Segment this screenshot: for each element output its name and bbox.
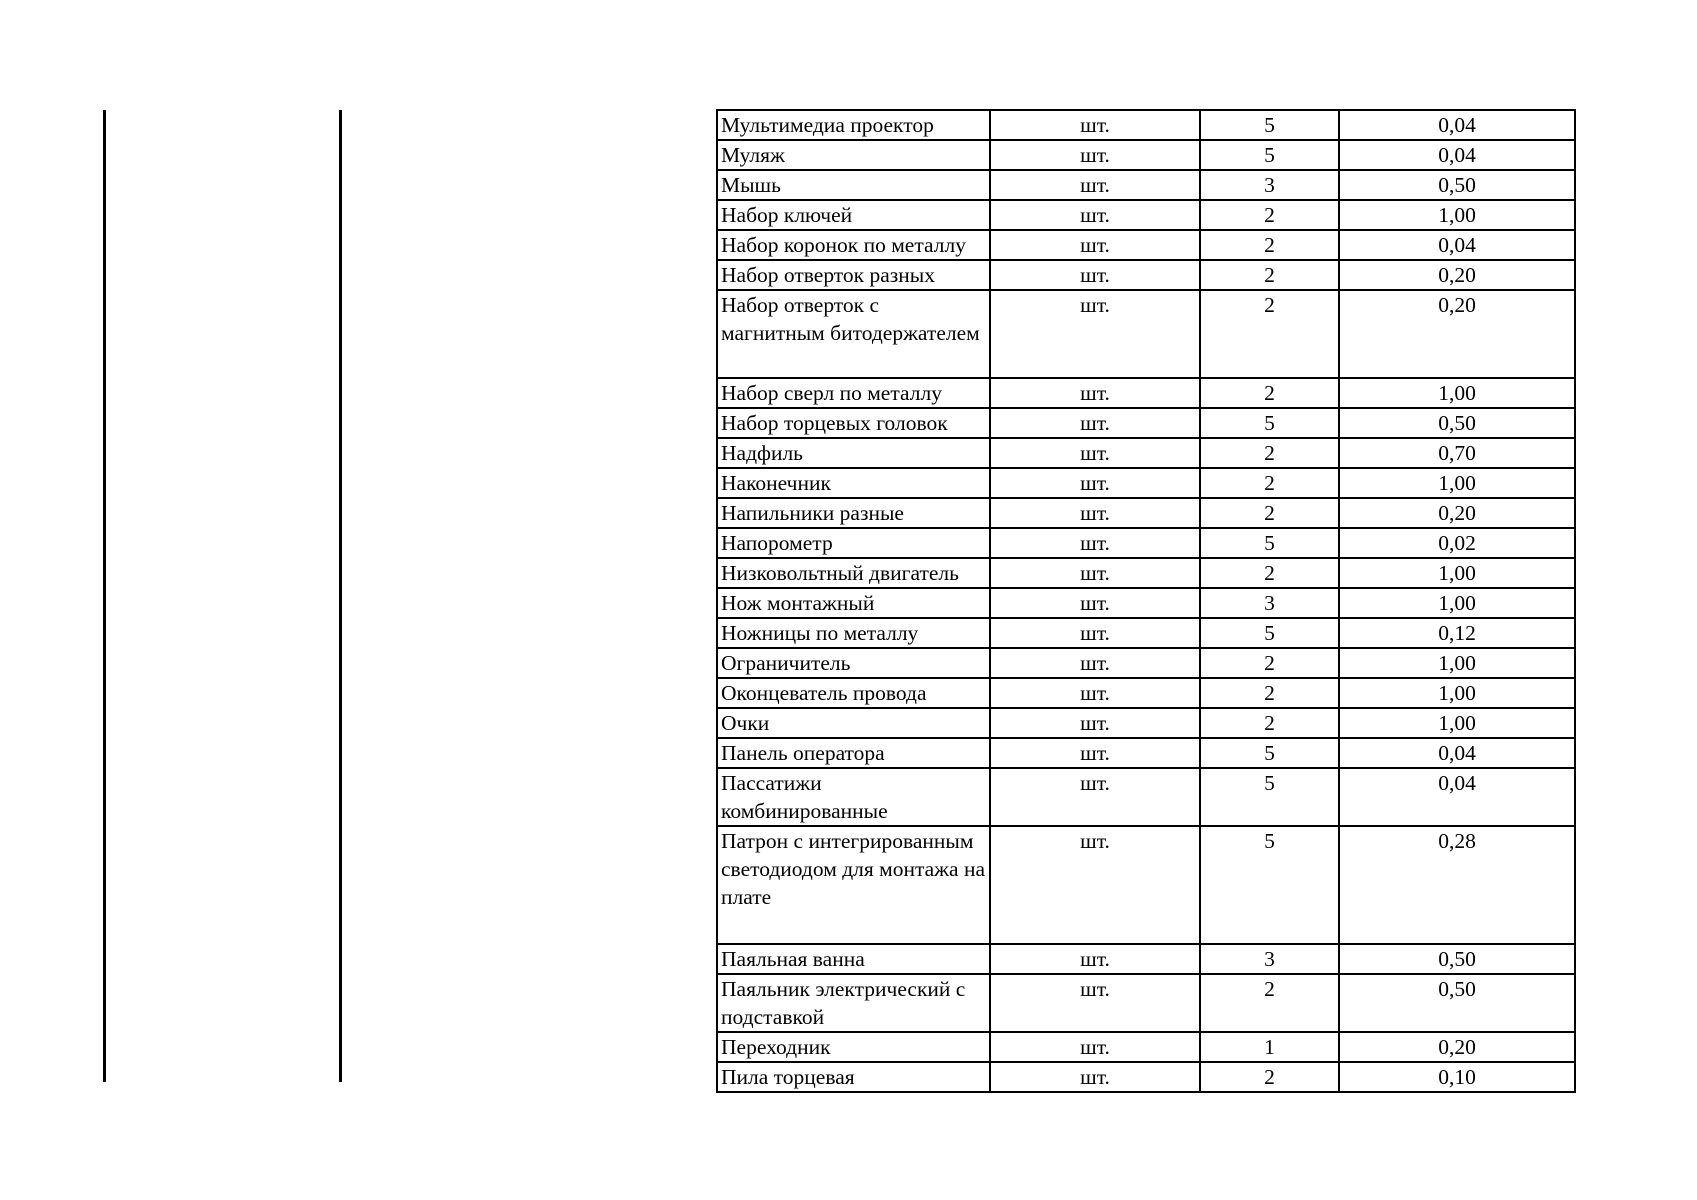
item-quantity: 3 xyxy=(1200,944,1339,974)
item-name: Набор ключей xyxy=(717,200,990,230)
item-unit: шт. xyxy=(990,618,1200,648)
item-unit: шт. xyxy=(990,1062,1200,1092)
item-unit: шт. xyxy=(990,230,1200,260)
item-coefficient: 0,02 xyxy=(1339,528,1575,558)
item-unit: шт. xyxy=(990,170,1200,200)
item-quantity: 2 xyxy=(1200,1062,1339,1092)
item-quantity: 2 xyxy=(1200,708,1339,738)
item-quantity: 2 xyxy=(1200,468,1339,498)
item-unit: шт. xyxy=(990,528,1200,558)
item-unit: шт. xyxy=(990,648,1200,678)
item-coefficient: 0,04 xyxy=(1339,768,1575,826)
item-unit: шт. xyxy=(990,498,1200,528)
item-coefficient: 0,20 xyxy=(1339,1032,1575,1062)
item-name: Надфиль xyxy=(717,438,990,468)
item-coefficient: 1,00 xyxy=(1339,648,1575,678)
equipment-table xyxy=(716,109,1576,1093)
table-row xyxy=(717,290,1575,378)
table-row xyxy=(717,588,1575,618)
item-quantity: 3 xyxy=(1200,170,1339,200)
table-row xyxy=(717,738,1575,768)
table-row xyxy=(717,678,1575,708)
item-quantity: 1 xyxy=(1200,1032,1339,1062)
item-name: Оконцеватель провода xyxy=(717,678,990,708)
item-unit: шт. xyxy=(990,110,1200,140)
table-row xyxy=(717,230,1575,260)
item-quantity: 3 xyxy=(1200,588,1339,618)
table-row xyxy=(717,826,1575,944)
item-quantity: 2 xyxy=(1200,230,1339,260)
item-unit: шт. xyxy=(990,408,1200,438)
item-name: Пила торцевая xyxy=(717,1062,990,1092)
item-coefficient: 1,00 xyxy=(1339,378,1575,408)
item-name: Набор отверток с магнитным битодержателем xyxy=(717,290,990,378)
item-quantity: 5 xyxy=(1200,528,1339,558)
item-name: Ограничитель xyxy=(717,648,990,678)
table-row xyxy=(717,260,1575,290)
item-coefficient: 0,50 xyxy=(1339,974,1575,1032)
item-coefficient: 1,00 xyxy=(1339,468,1575,498)
item-coefficient: 0,28 xyxy=(1339,826,1575,944)
item-quantity: 2 xyxy=(1200,200,1339,230)
table-row xyxy=(717,378,1575,408)
item-quantity: 2 xyxy=(1200,558,1339,588)
item-quantity: 5 xyxy=(1200,618,1339,648)
second-border-line xyxy=(339,110,342,1082)
item-name: Паяльная ванна xyxy=(717,944,990,974)
item-unit: шт. xyxy=(990,974,1200,1032)
item-coefficient: 1,00 xyxy=(1339,588,1575,618)
table-row xyxy=(717,200,1575,230)
item-quantity: 5 xyxy=(1200,110,1339,140)
item-unit: шт. xyxy=(990,200,1200,230)
item-unit: шт. xyxy=(990,558,1200,588)
item-name: Очки xyxy=(717,708,990,738)
item-name: Панель оператора xyxy=(717,738,990,768)
item-name: Низковольтный двигатель xyxy=(717,558,990,588)
table-row xyxy=(717,438,1575,468)
item-coefficient: 0,04 xyxy=(1339,738,1575,768)
item-name: Мультимедиа проектор xyxy=(717,110,990,140)
item-quantity: 5 xyxy=(1200,826,1339,944)
item-coefficient: 1,00 xyxy=(1339,200,1575,230)
table-row xyxy=(717,110,1575,140)
item-unit: шт. xyxy=(990,260,1200,290)
item-quantity: 2 xyxy=(1200,260,1339,290)
item-name: Патрон с интегрированным светодиодом для монтажа на плате xyxy=(717,826,990,944)
item-coefficient: 0,12 xyxy=(1339,618,1575,648)
item-unit: шт. xyxy=(990,378,1200,408)
item-unit: шт. xyxy=(990,290,1200,378)
item-coefficient: 1,00 xyxy=(1339,708,1575,738)
item-name: Набор торцевых головок xyxy=(717,408,990,438)
item-coefficient: 0,04 xyxy=(1339,140,1575,170)
item-quantity: 5 xyxy=(1200,140,1339,170)
item-coefficient: 0,70 xyxy=(1339,438,1575,468)
table-row xyxy=(717,1062,1575,1092)
item-name: Пассатижи комбинированные xyxy=(717,768,990,826)
left-border-line xyxy=(103,110,106,1082)
item-unit: шт. xyxy=(990,738,1200,768)
item-coefficient: 1,00 xyxy=(1339,678,1575,708)
item-quantity: 2 xyxy=(1200,378,1339,408)
item-name: Ножницы по металлу xyxy=(717,618,990,648)
table-row xyxy=(717,468,1575,498)
item-unit: шт. xyxy=(990,468,1200,498)
item-coefficient: 0,50 xyxy=(1339,170,1575,200)
item-unit: шт. xyxy=(990,1032,1200,1062)
table-row xyxy=(717,648,1575,678)
item-name: Набор отверток разных xyxy=(717,260,990,290)
table-row xyxy=(717,140,1575,170)
table-row xyxy=(717,170,1575,200)
item-unit: шт. xyxy=(990,438,1200,468)
item-unit: шт. xyxy=(990,678,1200,708)
item-unit: шт. xyxy=(990,768,1200,826)
item-coefficient: 0,20 xyxy=(1339,260,1575,290)
item-coefficient: 0,20 xyxy=(1339,290,1575,378)
item-coefficient: 0,04 xyxy=(1339,230,1575,260)
item-quantity: 2 xyxy=(1200,498,1339,528)
item-name: Нож монтажный xyxy=(717,588,990,618)
item-name: Напильники разные xyxy=(717,498,990,528)
table-row xyxy=(717,768,1575,826)
table-row xyxy=(717,974,1575,1032)
item-name: Напорометр xyxy=(717,528,990,558)
item-unit: шт. xyxy=(990,944,1200,974)
table-row xyxy=(717,708,1575,738)
item-coefficient: 0,50 xyxy=(1339,408,1575,438)
item-quantity: 5 xyxy=(1200,738,1339,768)
item-name: Набор сверл по металлу xyxy=(717,378,990,408)
item-quantity: 2 xyxy=(1200,648,1339,678)
table-row xyxy=(717,408,1575,438)
item-unit: шт. xyxy=(990,140,1200,170)
table-row xyxy=(717,944,1575,974)
item-name: Наконечник xyxy=(717,468,990,498)
table-row xyxy=(717,528,1575,558)
item-quantity: 2 xyxy=(1200,290,1339,378)
item-unit: шт. xyxy=(990,588,1200,618)
table-row xyxy=(717,558,1575,588)
item-name: Мышь xyxy=(717,170,990,200)
item-name: Набор коронок по металлу xyxy=(717,230,990,260)
item-unit: шт. xyxy=(990,708,1200,738)
item-coefficient: 0,04 xyxy=(1339,110,1575,140)
item-quantity: 2 xyxy=(1200,974,1339,1032)
item-quantity: 5 xyxy=(1200,768,1339,826)
item-quantity: 2 xyxy=(1200,678,1339,708)
table-row xyxy=(717,1032,1575,1062)
item-coefficient: 1,00 xyxy=(1339,558,1575,588)
item-coefficient: 0,20 xyxy=(1339,498,1575,528)
item-name: Паяльник электрический с подставкой xyxy=(717,974,990,1032)
item-coefficient: 0,50 xyxy=(1339,944,1575,974)
table-row xyxy=(717,618,1575,648)
item-coefficient: 0,10 xyxy=(1339,1062,1575,1092)
item-name: Переходник xyxy=(717,1032,990,1062)
item-quantity: 2 xyxy=(1200,438,1339,468)
item-unit: шт. xyxy=(990,826,1200,944)
item-name: Муляж xyxy=(717,140,990,170)
item-quantity: 5 xyxy=(1200,408,1339,438)
table-row xyxy=(717,498,1575,528)
